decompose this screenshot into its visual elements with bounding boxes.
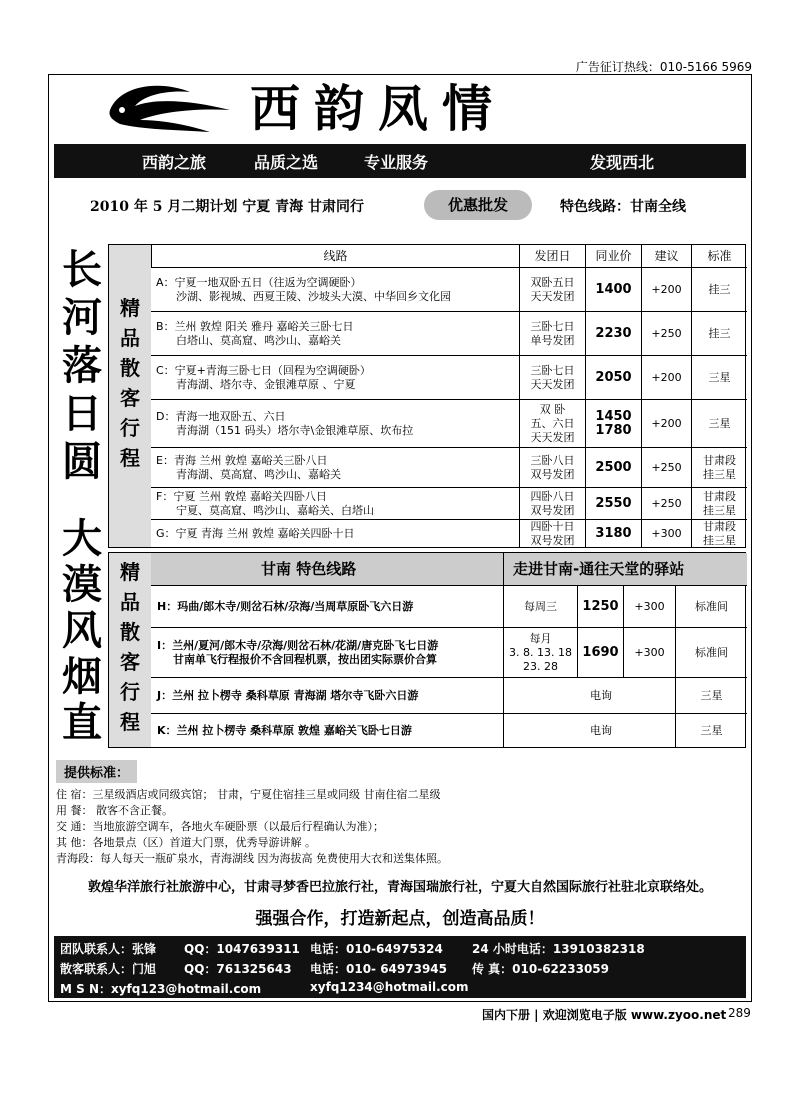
gannan-slogan: 走进甘南-通往天堂的驿站 <box>513 560 685 578</box>
side-char: 客 <box>120 650 140 674</box>
standard: 甘肃段 <box>703 489 736 503</box>
standard-transport: 交 通：当地旅游空调车，各地火车硬卧票（以最后行程确认为准）； <box>56 820 384 833</box>
price: 1450 <box>595 408 632 424</box>
table-row <box>151 677 747 713</box>
poem-char: 河 <box>62 294 102 341</box>
departure: 双号发团 <box>530 533 575 547</box>
route-line: K：兰州 拉卜楞寺 桑科草原 敦煌 嘉峪关飞卧七日游 <box>157 723 412 737</box>
route-line: C：宁夏+青海三卧七日（回程为空调硬卧） <box>156 363 371 377</box>
poem-char: 大 <box>62 515 102 562</box>
header-price: 同业价 <box>585 245 641 267</box>
standard: 甘肃段 <box>703 519 736 533</box>
side-char: 品 <box>120 590 140 614</box>
poem-char: 日 <box>62 390 102 437</box>
standard-other: 其 他：各地景点（区）首道大门票，优秀导游讲解 。 <box>56 836 316 849</box>
departure: 每周三 <box>524 599 557 613</box>
poem-line-1 <box>58 246 106 486</box>
price: 电询 <box>590 723 612 737</box>
table-row <box>151 519 747 547</box>
suggest-markup: +250 <box>651 326 682 340</box>
route-line: E：青海 兰州 敦煌 嘉峪关三卧八日 <box>156 453 328 467</box>
price: 1250 <box>582 598 619 614</box>
standard-qinghai: 青海段：每人每天一瓶矿泉水，青海湖线 因为海拔高 免费使用大衣和送集体照。 <box>56 852 448 865</box>
fax: 传 真：010-62233059 <box>472 962 610 976</box>
poem-char: 圆 <box>62 438 102 485</box>
standard: 挂三星 <box>703 503 736 517</box>
header-departure: 发团日 <box>519 245 585 267</box>
side-char: 行 <box>120 416 140 440</box>
suggest-markup: +300 <box>634 645 665 659</box>
suggest-markup: +200 <box>651 416 682 430</box>
standard: 标准间 <box>695 645 728 659</box>
team-qq: QQ：1047639311 <box>184 942 300 956</box>
standard: 三星 <box>708 370 731 384</box>
brand-logo <box>100 80 700 138</box>
footer-text: 国内下册 | 欢迎浏览电子版 www.zyoo.net <box>482 1008 727 1022</box>
side-char: 品 <box>120 326 140 350</box>
departure: 天天发团 <box>530 430 575 444</box>
table-row <box>151 267 747 311</box>
standard: 挂三星 <box>703 533 736 547</box>
departure: 四卧十日 <box>530 519 575 533</box>
price: 电询 <box>590 688 612 702</box>
individual-contact: 散客联系人：门旭 <box>60 962 157 976</box>
msn-1: M S N：xyfq123@hotmail.com <box>60 982 262 996</box>
price: 2050 <box>595 369 632 385</box>
price: 1780 <box>595 422 632 438</box>
price: 3180 <box>595 525 632 541</box>
suggest-markup: +200 <box>651 282 682 296</box>
poem-char: 风 <box>62 607 102 654</box>
slogan-1: 西韵之旅 <box>142 153 207 172</box>
departure: 天天发团 <box>530 289 575 303</box>
suggest-markup: +300 <box>651 526 682 540</box>
contact-bar <box>54 936 746 998</box>
hotline-24h: 24 小时电话：13910382318 <box>472 942 645 956</box>
departure: 3. 8. 13. 18 <box>509 645 572 659</box>
suggest-markup: +300 <box>634 599 665 613</box>
discover-northwest: 发现西北 <box>590 153 655 172</box>
departure: 每月 <box>529 631 552 645</box>
suggest-markup: +250 <box>651 460 682 474</box>
departure: 三卧七日 <box>530 319 575 333</box>
suggest-markup: +200 <box>651 370 682 384</box>
departure: 单号发团 <box>530 333 575 347</box>
table-row <box>151 713 747 747</box>
table-row <box>151 447 747 487</box>
standard: 挂三 <box>708 326 731 340</box>
header-suggest: 建议 <box>641 245 691 267</box>
route-sights: 宁夏、莫高窟、鸣沙山、嘉峪关、白塔山 <box>176 503 374 517</box>
side-char: 精 <box>120 296 140 320</box>
poem-char: 落 <box>62 342 102 389</box>
route-line: H：玛曲/郎木寺/则岔石林/尕海/当周草原卧飞六日游 <box>157 599 414 613</box>
departure: 双 卧 <box>539 402 566 416</box>
price: 1690 <box>582 644 619 660</box>
side-char: 程 <box>120 446 140 470</box>
phoenix-icon <box>100 80 240 138</box>
standard: 三星 <box>700 688 723 702</box>
team-phone: 电话：010-64975324 <box>310 942 443 956</box>
price: 2500 <box>595 459 632 475</box>
header-route: 线路 <box>151 245 519 267</box>
poem-char: 漠 <box>62 561 102 608</box>
departure: 三卧八日 <box>530 453 575 467</box>
standard: 三星 <box>708 416 731 430</box>
route-line: G：宁夏 青海 兰州 敦煌 嘉峪关四卧十日 <box>156 526 355 540</box>
departure: 双号发团 <box>530 467 575 481</box>
side-char: 精 <box>120 560 140 584</box>
header-standard: 标准 <box>691 245 747 267</box>
standard-meals: 用 餐： 散客不含正餐。 <box>56 804 173 817</box>
table-row <box>151 585 747 627</box>
partner-agencies: 敦煌华洋旅行社旅游中心，甘肃寻梦香巴拉旅行社，青海国瑞旅行社，宁夏大自然国际旅行社驻北京联络处。 <box>87 880 712 895</box>
route-line: I：兰州/夏河/郎木寺/尕海/则岔石林/花湖/唐克卧飞七日游 <box>157 638 439 652</box>
departure: 23. 28 <box>523 659 558 673</box>
poem-line-2 <box>58 516 106 746</box>
table-row <box>151 311 747 355</box>
table-row <box>151 627 747 677</box>
individual-qq: QQ：761325643 <box>184 962 292 976</box>
price: 1400 <box>595 281 632 297</box>
side-char: 散 <box>120 356 140 380</box>
side-char: 行 <box>120 680 140 704</box>
team-contact: 团队联系人：张锋 <box>60 942 157 956</box>
departure: 天天发团 <box>530 377 575 391</box>
feature-route: 特色线路：甘南全线 <box>560 199 686 215</box>
poem-char: 长 <box>62 246 102 293</box>
departure: 五、六日 <box>530 416 575 430</box>
departure: 三卧七日 <box>530 363 575 377</box>
table-row <box>151 355 747 399</box>
individual-phone: 电话：010- 64973945 <box>310 962 448 976</box>
route-line: D：青海一地双卧五、六日 <box>156 409 286 423</box>
route-note: 甘南单飞行程报价不含回程机票，按出团实际票价合算 <box>173 652 437 666</box>
plan-text: 2010 年 5 月二期计划 宁夏 青海 甘肃同行 <box>90 199 364 215</box>
slogan-2: 品质之选 <box>254 153 319 172</box>
table-row <box>151 487 747 519</box>
itinerary-table-2 <box>108 552 746 748</box>
departure: 双号发团 <box>530 503 575 517</box>
slogan-bar <box>54 144 746 178</box>
motto: 强强合作，打造新起点，创造高品质！ <box>255 909 545 929</box>
table-row <box>151 399 747 447</box>
promo-badge: 优惠批发 <box>424 190 532 220</box>
poem-char: 直 <box>62 699 102 746</box>
ad-hotline: 广告征订热线：010-5166 5969 <box>575 60 752 74</box>
suggest-markup: +250 <box>651 496 682 510</box>
side-char: 客 <box>120 386 140 410</box>
route-line: J：兰州 拉卜楞寺 桑科草原 青海湖 塔尔寺飞卧六日游 <box>157 688 419 702</box>
standard: 甘肃段 <box>703 453 736 467</box>
route-sights: 青海湖（151 码头）塔尔寺\金银滩草原、坎布拉 <box>176 423 414 437</box>
gannan-title: 甘南 特色线路 <box>261 560 357 578</box>
side-char: 程 <box>120 710 140 734</box>
price: 2230 <box>595 325 632 341</box>
route-line: B：兰州 敦煌 阳关 雅丹 嘉峪关三卧七日 <box>156 319 354 333</box>
standards-title: 提供标准： <box>56 760 137 783</box>
brand-title: 西韵凤情 <box>250 79 506 138</box>
poem-char: 烟 <box>62 653 102 700</box>
route-line: A：宁夏一地双卧五日（往返为空调硬卧） <box>156 275 362 289</box>
slogan-3: 专业服务 <box>364 153 429 172</box>
standard-lodging: 住 宿：三星级酒店或同级宾馆； 甘肃，宁夏住宿挂三星或同级 甘南住宿二星级 <box>56 788 441 801</box>
section1-side-label <box>109 245 151 547</box>
standard: 挂三星 <box>703 467 736 481</box>
route-line: F：宁夏 兰州 敦煌 嘉峪关四卧八日 <box>156 489 327 503</box>
standard: 挂三 <box>708 282 731 296</box>
section2-side-label <box>109 553 151 747</box>
side-char: 散 <box>120 620 140 644</box>
price: 2550 <box>595 495 632 511</box>
route-sights: 沙湖、影视城、西夏王陵、沙坡头大漠、中华回乡文化园 <box>176 289 451 303</box>
route-sights: 青海湖、塔尔寺、金银滩草原 、宁夏 <box>176 377 356 391</box>
msn-2: xyfq1234@hotmail.com <box>310 980 469 994</box>
standard: 标准间 <box>695 599 728 613</box>
gannan-header <box>151 553 747 585</box>
itinerary-table-1 <box>108 244 746 548</box>
route-sights: 白塔山、莫高窟、鸣沙山、嘉峪关 <box>176 333 341 347</box>
route-sights: 青海湖、莫高窟、鸣沙山、嘉峪关 <box>176 467 341 481</box>
standard: 三星 <box>700 723 723 737</box>
departure: 四卧八日 <box>530 489 575 503</box>
page-number: 289 <box>728 1006 751 1020</box>
departure: 双卧五日 <box>530 275 575 289</box>
